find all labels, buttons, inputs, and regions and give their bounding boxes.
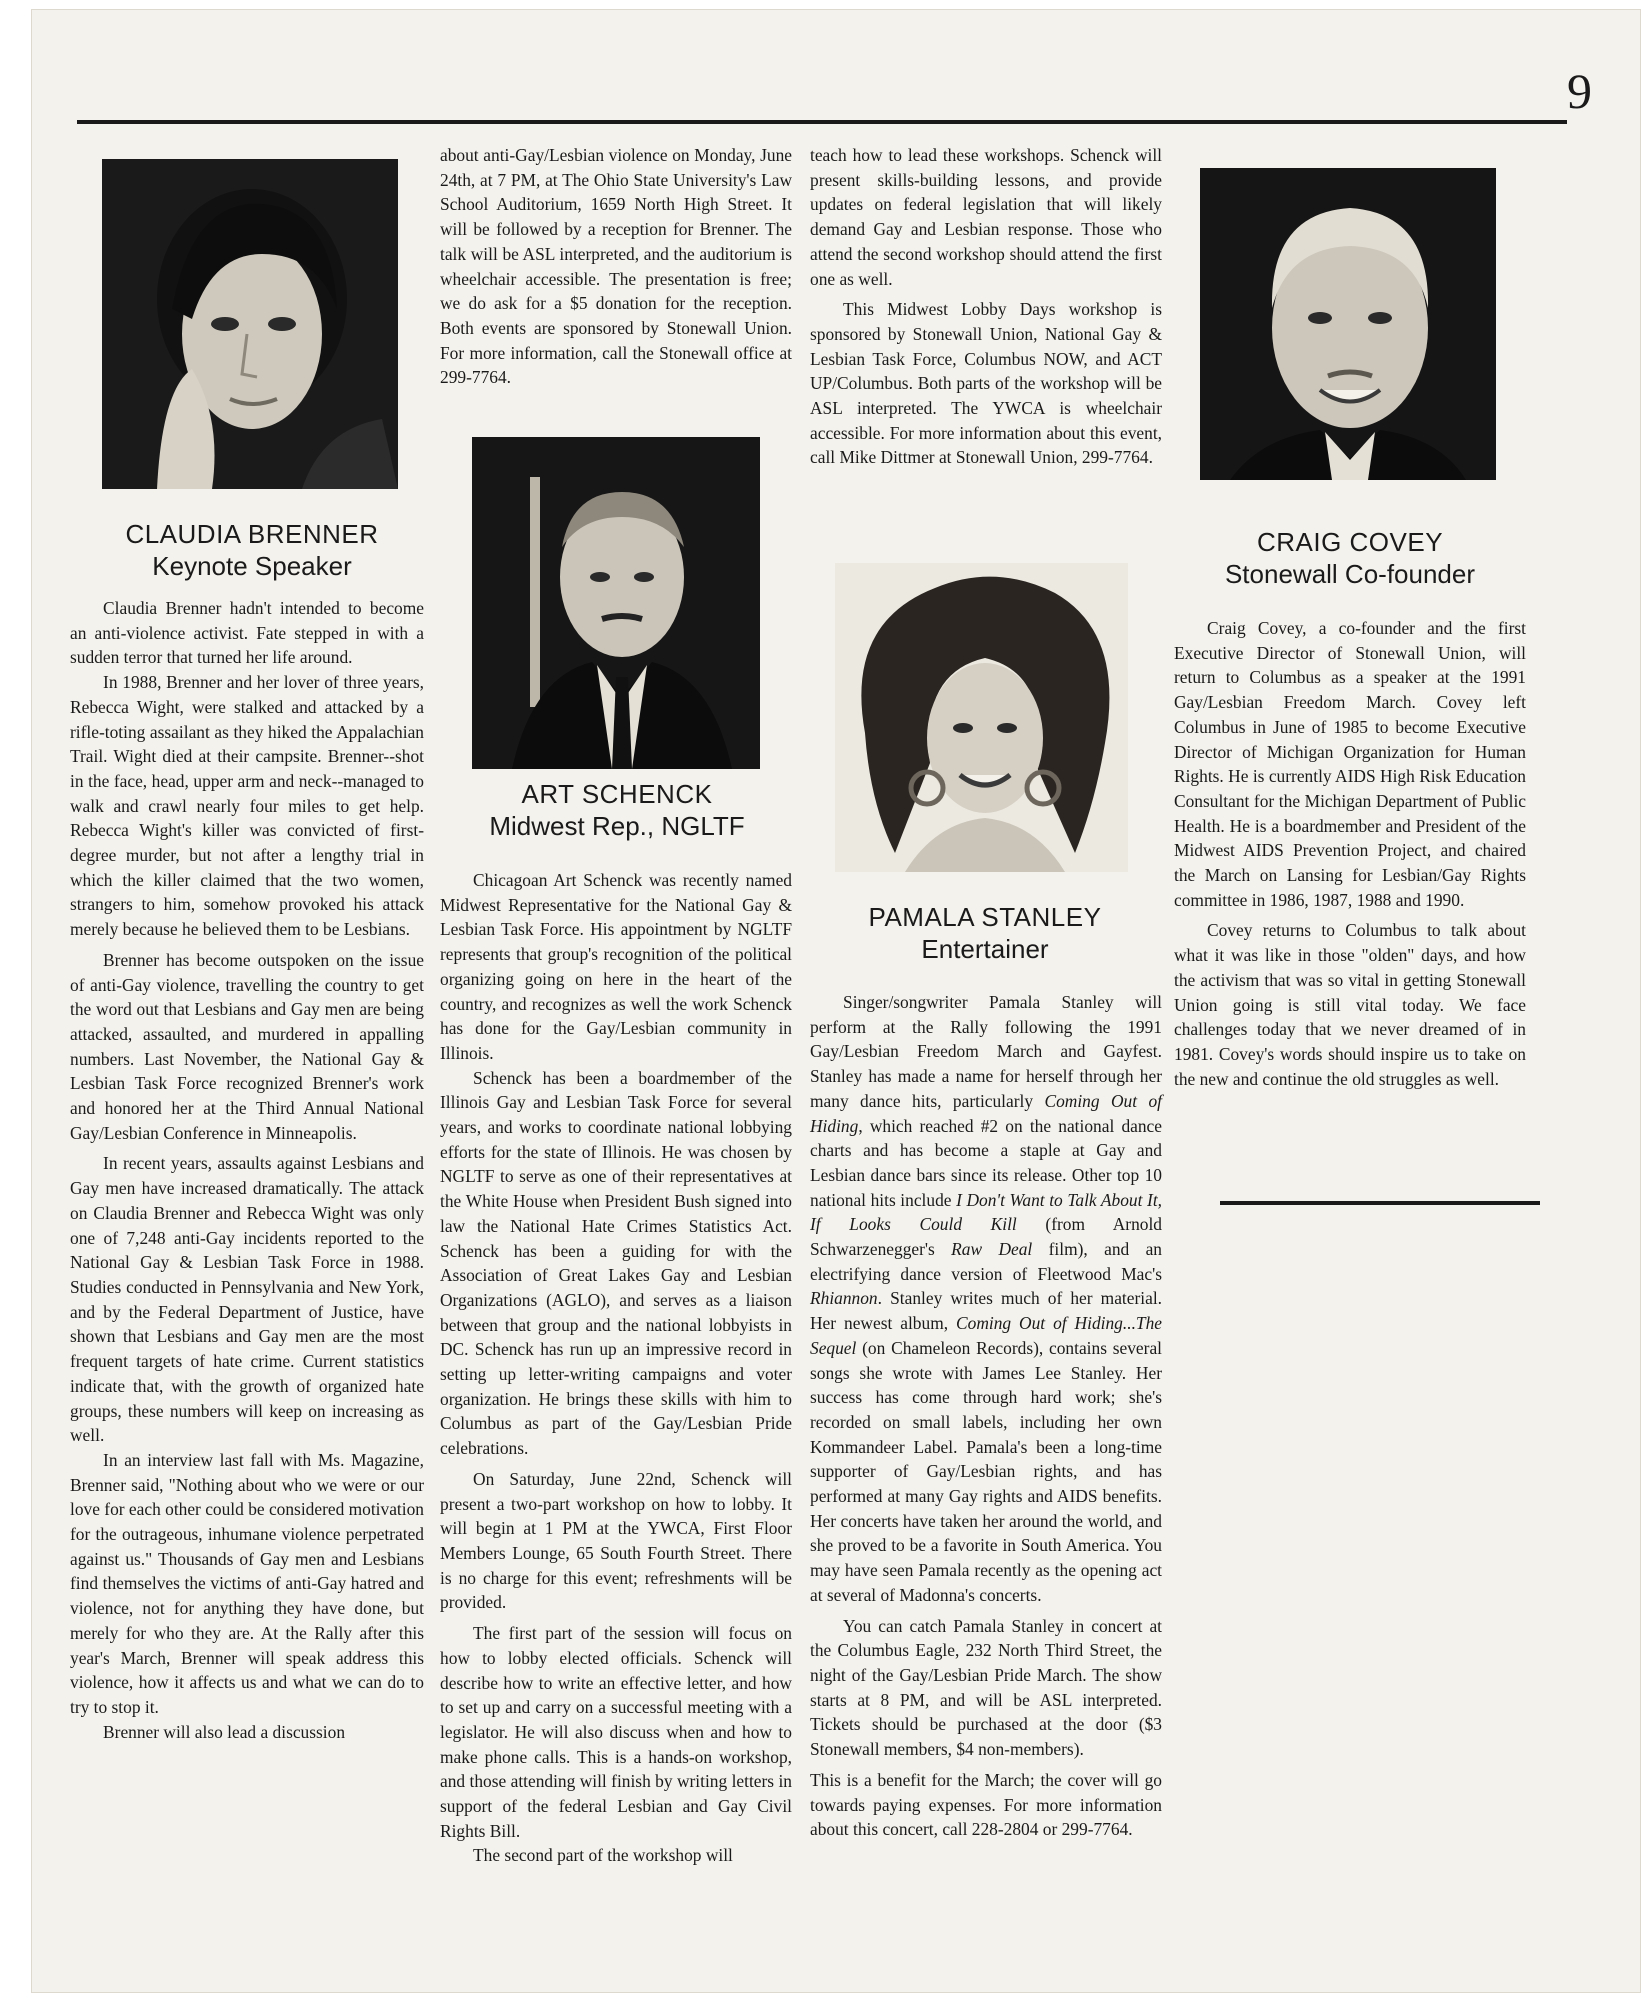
schenck-paragraph: Chicagoan Art Schenck was recently named Midwest Representative for the National Gay & Lesbian Task Force. His appointment by NGLTF represents that group's recognition of the political organizing going on here in the heart of the country, and recognizes as well the work Schenck has done for the Gay/Lesbian community in Illinois. <box>440 870 792 1063</box>
covey-paragraph: Covey returns to Columbus to talk about what it was like in those "olden" days, and how the activism that was so vital in getting Stonewall Union going is still vital today. We face challenges today that we never dreamed of in 1981. Covey's words should inspire us to take on the new and continue the old struggles as well. <box>1174 920 1526 1089</box>
brenner-continued-text: about anti-Gay/Lesbian violence on Monday, June 24th, at 7 PM, at The Ohio State University's Law School Auditorium, 1659 North High Street. It will be followed by a reception for Brenner. The talk will be ASL interpreted, and the auditorium is wheelchair accessible. The presentation is free; we do ask for a $5 donation for the reception. Both events are sponsored by Stonewall Union. For more information, call the Stonewall office at 299-7764. <box>440 145 792 388</box>
schenck-paragraph: The second part of the workshop will <box>473 1845 733 1866</box>
stanley-paragraph: You can catch Pamala Stanley in concert at the Columbus Eagle, 232 North Third Street, the night of the Gay/Lesbian Pride March. The show starts at 8 PM, and will be ASL interpreted. Tickets should be purchased at the door ($3 Stonewall members, $4 non-members). <box>810 1615 1162 1760</box>
stanley-heading <box>835 901 1135 965</box>
brenner-paragraph: In 1988, Brenner and her lover of three years, Rebecca Wight, were stalked and attacked by a rifle-toting assailant as they hiked the Appalachian Trail. Wight died at their campsite. Brenner--shot in the face, head, upper arm and neck--managed to walk and crawl nearly four miles to get help. Rebecca Wight's killer was convicted of first-degree murder, but not after a lengthy trial in which the killer claimed that the two women, strangers to him, somehow provoked his attack merely because he believed them to be Lesbians. <box>70 672 424 940</box>
schenck-paragraph: Schenck has been a boardmember of the Illinois Gay and Lesbian Task Force for several years, and works to coordinate national lobbying efforts for the state of Illinois. He was chosen by NGLTF to serve as one of their representatives at the White House when President Bush signed into law the National Hate Crimes Statistics Act. Schenck has been a guiding for with the Association of Great Lakes Gay and Lesbian Organizations (AGLO), and serves as a liaison between that group and the national lobbyists in DC. Schenck has run up an impressive record in setting up letter-writing campaigns and voter organization. He brings these skills with him to Columbus as part of the Gay/Lesbian Pride celebrations. <box>440 1067 792 1459</box>
brenner-name: CLAUDIA BRENNER <box>125 519 379 549</box>
art-schenck-photo <box>472 437 760 769</box>
stanley-role: Entertainer <box>921 934 1049 964</box>
covey-name: CRAIG COVEY <box>1256 527 1444 557</box>
stanley-paragraph: This is a benefit for the March; the cover will go towards paying expenses. For more information about this concert, call 228-2804 or 299-7764. <box>810 1769 1162 1840</box>
brenner-continued <box>440 143 792 390</box>
brenner-paragraph: Brenner has become outspoken on the issue of anti-Gay violence, travelling the country to get the word out that Lesbians and Gay men are being attacked, assaulted, and murdered in appalling numbers. Last November, the National Gay & Lesbian Task Force recognized Brenner's work and honored her at the Third Annual National Gay/Lesbian Conference in Minneapolis. <box>70 949 424 1143</box>
page-number: 9 <box>1567 63 1592 119</box>
schenck-paragraph: On Saturday, June 22nd, Schenck will present a two-part workshop on how to lobby. It will begin at 1 PM at the YWCA, First Floor Members Lounge, 65 South Fourth Street. There is no charge for this event; refreshments will be provided. <box>440 1468 792 1613</box>
schenck-name: ART SCHENCK <box>521 779 713 809</box>
stanley-name: PAMALA STANLEY <box>868 902 1102 932</box>
schenck-heading <box>472 778 762 842</box>
covey-article <box>1174 616 1526 1091</box>
brenner-paragraph: Brenner will also lead a discussion <box>103 1721 346 1742</box>
stanley-article <box>810 990 1162 1842</box>
brenner-paragraph: Claudia Brenner hadn't intended to become an anti-violence activist. Fate stepped in with a sudden terror that turned her life around. <box>70 598 424 668</box>
brenner-paragraph: In an interview last fall with Ms. Magazine, Brenner said, "Nothing about who we were or our love for each other could be considered motivation for the outrageous, inhumane violence perpetrated against us." Thousands of Gay men and Lesbians find themselves the victims of anti-Gay hatred and violence, not for anything they have done, but merely for who they are. At the Rally after this year's March, Brenner will speak address this violence, how it affects us and what we can do to try to stop it. <box>70 1449 424 1717</box>
stanley-paragraph: Singer/songwriter Pamala Stanley will perform at the Rally following the 1991 Gay/Lesbian Freedom March and Gayfest. Stanley has made a name for herself through her many dance hits, particularly Coming Out of Hiding, which reached #2 on the national dance charts and has become a staple at Gay and Lesbian dance bars since its release. Other top 10 national hits include I Don't Want to Talk About It, If Looks Could Kill (from Arnold Schwarzenegger's Raw Deal film), and an electrifying dance version of Fleetwood Mac's Rhiannon. Stanley writes much of her material. Her newest album, Coming Out of Hiding...The Sequel (on Chameleon Records), contains several songs she wrote with James Lee Stanley. Her success has come through hard work; she's recorded on small labels, including her own Kommandeer Label. Pamala's been a long-time supporter of Gay/Lesbian rights, and has performed at many Gay rights and AIDS benefits. Her concerts have taken her around the world, and she proved to be a favorite in South America. You may have seen Pamala recently as the opening act at several of Madonna's concerts. <box>810 992 1163 1605</box>
brenner-heading <box>102 518 402 582</box>
schenck-continued-paragraph: teach how to lead these workshops. Schenck will present skills-building lessons, and provide updates on federal legislation that will likely demand Gay and Lesbian response. Those who attend the second workshop should attend the first one as well. <box>810 145 1162 289</box>
covey-role: Stonewall Co-founder <box>1224 559 1476 589</box>
schenck-continued <box>810 143 1162 470</box>
schenck-role: Midwest Rep., NGLTF <box>489 811 745 841</box>
craig-covey-photo <box>1200 168 1496 480</box>
article-end-rule <box>1220 1201 1540 1205</box>
brenner-role: Keynote Speaker <box>152 551 352 581</box>
claudia-brenner-photo <box>102 159 398 489</box>
covey-heading <box>1200 526 1500 590</box>
pamala-stanley-photo <box>835 563 1128 872</box>
schenck-article <box>440 868 792 1868</box>
covey-paragraph: Craig Covey, a co-founder and the first Executive Director of Stonewall Union, will return to Columbus as a speaker at the 1991 Gay/Lesbian Freedom March. Covey left Columbus in June of 1985 to become Executive Director of Michigan Organization for Human Rights. He is currently AIDS High Risk Education Consultant for the Michigan Department of Public Health. He is a boardmember and President of the Midwest AIDS Prevention Project, and chaired the March on Lansing for Lesbian/Gay Rights committee in 1986, 1987, 1988 and 1990. <box>1174 618 1526 910</box>
header-rule <box>77 120 1567 124</box>
newsletter-page <box>32 10 1640 1992</box>
brenner-paragraph: In recent years, assaults against Lesbians and Gay men have increased dramatically. The attack on Claudia Brenner and Rebecca Wight was only one of 7,248 anti-Gay incidents reported to the National Gay & Lesbian Task Force in 1988. Studies conducted in Pennsylvania and New York, and by the Federal Department of Justice, have shown that Lesbians and Gay men are the most frequent targets of hate crime. Current statistics indicate that, with the growth of organized hate groups, these numbers will keep on increasing as well. <box>70 1153 424 1446</box>
brenner-article <box>70 596 424 1744</box>
schenck-continued-paragraph: This Midwest Lobby Days workshop is sponsored by Stonewall Union, National Gay & Lesbian Task Force, Columbus NOW, and ACT UP/Columbus. Both parts of the workshop will be ASL interpreted. The YWCA is wheelchair accessible. For more information about this event, call Mike Dittmer at Stonewall Union, 299-7764. <box>810 299 1162 468</box>
schenck-paragraph: The first part of the session will focus on how to lobby elected officials. Schenck will describe how to write an effective letter, and how to set up and carry on a successful meeting with a legislator. He will also discuss when and how to make phone calls. This is a hands-on workshop, and those attending will finish by writing letters in support of the federal Lesbian and Gay Civil Rights Bill. <box>440 1623 792 1841</box>
